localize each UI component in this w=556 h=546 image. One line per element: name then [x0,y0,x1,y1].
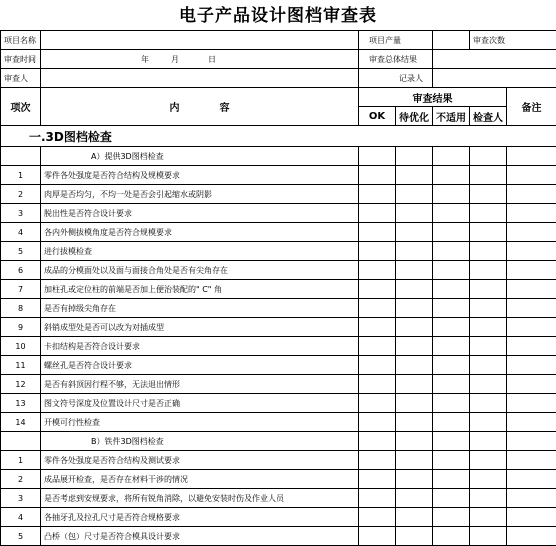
ok-cell[interactable] [359,223,396,242]
table-row [1,413,556,432]
item-content: 各抽牙孔及拉孔尺寸是否符合规格要求 [41,508,359,527]
item-content: 卡扣结构是否符合设计要求 [41,337,359,356]
ok-cell[interactable] [359,204,396,223]
item-number: 11 [1,356,41,375]
na-cell[interactable] [433,470,470,489]
remarks-cell[interactable] [507,318,556,337]
optimize-cell[interactable] [396,508,433,527]
inspector-cell[interactable] [470,527,507,546]
table-row [1,527,556,546]
table-row [1,451,556,470]
info-row-reviewer [1,69,556,88]
header-row-1 [1,88,556,107]
item-number: 2 [1,470,41,489]
item-number: 13 [1,394,41,413]
inspector-cell[interactable] [470,147,507,166]
inspector-cell[interactable] [470,185,507,204]
optimize-cell[interactable] [396,299,433,318]
optimize-cell[interactable] [396,527,433,546]
inspector-cell[interactable] [470,204,507,223]
item-number: 12 [1,375,41,394]
optimize-cell[interactable] [396,223,433,242]
ok-cell[interactable] [359,432,396,451]
inspector-cell[interactable] [470,242,507,261]
inspector-cell[interactable] [470,299,507,318]
inspector-cell[interactable] [470,280,507,299]
table-row [1,166,556,185]
header-item: 项次 [1,88,41,126]
remarks-cell[interactable] [507,242,556,261]
item-number: 1 [1,166,41,185]
review-result-label: 审查总体结果 [359,50,433,69]
table-row [1,375,556,394]
item-content: 零件各处强度是否符合结构及规模要求 [41,166,359,185]
optimize-cell[interactable] [396,166,433,185]
ok-cell[interactable] [359,280,396,299]
item-content: 螺丝孔是否符合设计要求 [41,356,359,375]
na-cell[interactable] [433,185,470,204]
header-remarks: 备注 [507,88,556,126]
header-ok: OK [359,107,396,126]
item-number: 9 [1,318,41,337]
review-time-label: 审查时间 [1,50,41,69]
subsection-row [1,147,556,166]
item-number: 8 [1,299,41,318]
ok-cell[interactable] [359,299,396,318]
remarks-cell[interactable] [507,185,556,204]
remarks-cell[interactable] [507,223,556,242]
header-na: 不适用 [433,107,470,126]
optimize-cell[interactable] [396,489,433,508]
na-cell[interactable] [433,204,470,223]
na-cell[interactable] [433,375,470,394]
na-cell[interactable] [433,242,470,261]
optimize-cell[interactable] [396,204,433,223]
item-number: 3 [1,204,41,223]
item-number: 14 [1,413,41,432]
item-content: 加柱孔或定位柱的前端是否加上便治装配的" C" 角 [41,280,359,299]
reviewer-label: 审查人 [1,69,41,88]
optimize-cell[interactable] [396,432,433,451]
section-title: 一.3D图档检查 [1,126,556,147]
review-date-field[interactable] [41,50,359,69]
item-content: 各内外侧拔模角度是否符合规模要求 [41,223,359,242]
optimize-cell[interactable] [396,337,433,356]
ok-cell[interactable] [359,489,396,508]
ok-cell[interactable] [359,185,396,204]
item-number: 1 [1,451,41,470]
item-content: 成品展开检查，是否存在材料干涉的情况 [41,470,359,489]
item-number: 7 [1,280,41,299]
recorder-label: 记录人 [359,69,433,88]
na-cell[interactable] [433,413,470,432]
ok-cell[interactable] [359,337,396,356]
na-cell[interactable] [433,356,470,375]
review-count-label: 审查次数 [470,31,556,50]
header-inspector: 检查人 [470,107,507,126]
item-content: 是否有斜顶因行程不够，无法退出情形 [41,375,359,394]
header-result: 审查结果 [359,88,507,107]
remarks-cell[interactable] [507,470,556,489]
remarks-cell[interactable] [507,413,556,432]
item-content: 开模可行性检查 [41,413,359,432]
item-content: 图文符号深度及位置设计尺寸是否正确 [41,394,359,413]
inspector-cell[interactable] [470,356,507,375]
remarks-cell[interactable] [507,299,556,318]
header-content: 内 容 [41,88,359,126]
ok-cell[interactable] [359,147,396,166]
ok-cell[interactable] [359,356,396,375]
remarks-cell[interactable] [507,356,556,375]
na-cell[interactable] [433,432,470,451]
item-content: 凸桥（包）尺寸是否符合模具设计要求 [41,527,359,546]
project-name-label: 项目名称 [1,31,41,50]
info-row-time [1,50,556,69]
na-cell[interactable] [433,489,470,508]
na-cell[interactable] [433,318,470,337]
optimize-cell[interactable] [396,413,433,432]
item-number: 5 [1,242,41,261]
optimize-cell[interactable] [396,147,433,166]
subsection-number-cell [1,147,41,166]
inspector-cell[interactable] [470,489,507,508]
item-content: 进行拔模检查 [41,242,359,261]
table-row [1,185,556,204]
remarks-cell[interactable] [507,508,556,527]
item-number: 6 [1,261,41,280]
remarks-cell[interactable] [507,489,556,508]
reviewer-value[interactable] [41,69,359,88]
item-content: 是否有掉级尖角存在 [41,299,359,318]
project-phase-value[interactable] [433,31,470,50]
remarks-cell[interactable] [507,204,556,223]
item-number: 2 [1,185,41,204]
na-cell[interactable] [433,451,470,470]
item-content: 脱出性是否符合设计要求 [41,204,359,223]
table-row [1,337,556,356]
year-label: 年 [141,54,171,65]
project-phase-label: 项目产量 [359,31,433,50]
ok-cell[interactable] [359,470,396,489]
ok-cell[interactable] [359,318,396,337]
inspector-cell[interactable] [470,318,507,337]
table-row [1,356,556,375]
table-row [1,470,556,489]
na-cell[interactable] [433,147,470,166]
na-cell[interactable] [433,166,470,185]
section-row [1,126,556,147]
remarks-cell[interactable] [507,166,556,185]
na-cell[interactable] [433,394,470,413]
ok-cell[interactable] [359,413,396,432]
table-row [1,394,556,413]
na-cell[interactable] [433,508,470,527]
remarks-cell[interactable] [507,451,556,470]
optimize-cell[interactable] [396,318,433,337]
remarks-cell[interactable] [507,527,556,546]
header-optimize: 待优化 [396,107,433,126]
inspector-cell[interactable] [470,375,507,394]
optimize-cell[interactable] [396,451,433,470]
na-cell[interactable] [433,527,470,546]
inspector-cell[interactable] [470,508,507,527]
month-label: 月 [171,54,208,65]
remarks-cell[interactable] [507,394,556,413]
table-row [1,508,556,527]
ok-cell[interactable] [359,242,396,261]
table-row [1,223,556,242]
subsection-title: A）提供3D图档检查 [41,147,359,166]
optimize-cell[interactable] [396,185,433,204]
remarks-cell[interactable] [507,375,556,394]
inspector-cell[interactable] [470,432,507,451]
item-number: 4 [1,223,41,242]
item-content: 肉厚是否均匀，不均一处是否会引起缩水或阴影 [41,185,359,204]
page-title: 电子产品设计图档审查表 [0,0,556,30]
item-content: 零件各处强度是否符合结构及测试要求 [41,451,359,470]
ok-cell[interactable] [359,394,396,413]
remarks-cell[interactable] [507,432,556,451]
optimize-cell[interactable] [396,470,433,489]
ok-cell[interactable] [359,451,396,470]
inspector-cell[interactable] [470,261,507,280]
item-number: 4 [1,508,41,527]
na-cell[interactable] [433,280,470,299]
table-row [1,204,556,223]
item-content: 斜销成型处是否可以改为对插成型 [41,318,359,337]
table-row [1,299,556,318]
na-cell[interactable] [433,299,470,318]
subsection-number-cell [1,432,41,451]
inspector-cell[interactable] [470,223,507,242]
item-number: 10 [1,337,41,356]
na-cell[interactable] [433,223,470,242]
optimize-cell[interactable] [396,394,433,413]
na-cell[interactable] [433,261,470,280]
item-number: 3 [1,489,41,508]
optimize-cell[interactable] [396,280,433,299]
remarks-cell[interactable] [507,337,556,356]
day-label: 日 [208,54,216,65]
inspector-cell[interactable] [470,394,507,413]
remarks-cell[interactable] [507,261,556,280]
inspector-cell[interactable] [470,166,507,185]
table-row [1,318,556,337]
ok-cell[interactable] [359,166,396,185]
optimize-cell[interactable] [396,242,433,261]
optimize-cell[interactable] [396,375,433,394]
remarks-cell[interactable] [507,280,556,299]
review-result-value[interactable] [433,50,556,69]
table-row [1,280,556,299]
ok-cell[interactable] [359,261,396,280]
optimize-cell[interactable] [396,261,433,280]
na-cell[interactable] [433,337,470,356]
table-row [1,261,556,280]
info-row-project [1,31,556,50]
project-name-value[interactable] [41,31,359,50]
inspector-cell[interactable] [470,337,507,356]
table-row [1,242,556,261]
item-content: 是否考虑到安规要求，将所有锐角消除，以避免安装时伤及作业人员 [41,489,359,508]
ok-cell[interactable] [359,375,396,394]
table-row [1,489,556,508]
inspector-cell[interactable] [470,470,507,489]
ok-cell[interactable] [359,527,396,546]
item-content: 成品的分模面处以及面与面接合角处是否有尖角存在 [41,261,359,280]
item-number: 5 [1,527,41,546]
optimize-cell[interactable] [396,356,433,375]
ok-cell[interactable] [359,508,396,527]
remarks-cell[interactable] [507,147,556,166]
inspector-cell[interactable] [470,451,507,470]
review-table [0,30,556,546]
inspector-cell[interactable] [470,413,507,432]
subsection-title: B）铁件3D图档检查 [41,432,359,451]
subsection-row [1,432,556,451]
recorder-value[interactable] [433,69,556,88]
